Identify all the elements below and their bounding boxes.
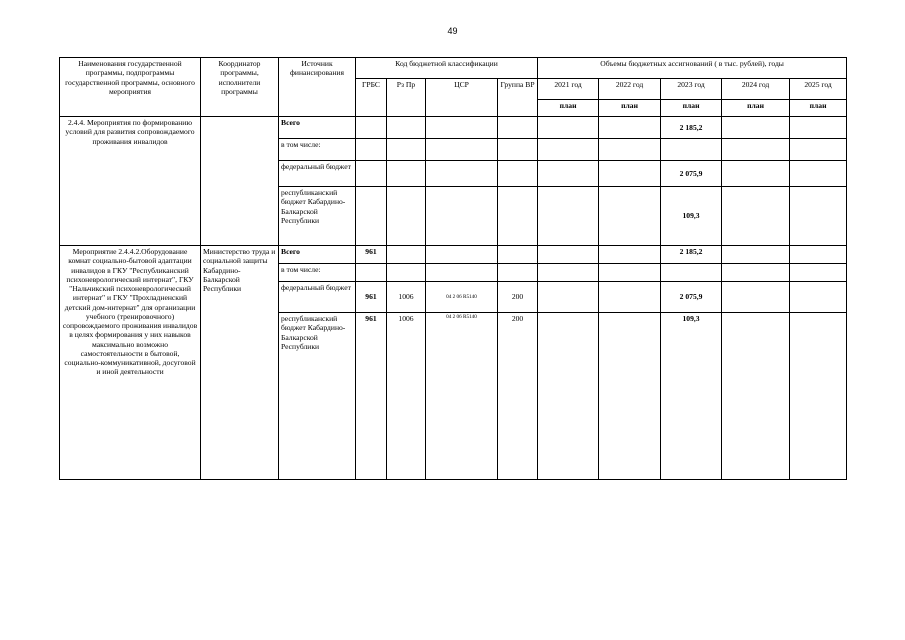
block1-source-including: в том числе: xyxy=(279,139,356,161)
block2-total-grbs: 961 xyxy=(356,246,387,264)
header-volumes: Объемы бюджетных ассигнований ( в тыс. рублей), годы xyxy=(538,58,847,79)
header-row-1 xyxy=(60,58,847,79)
header-year-2023: 2023 год xyxy=(661,79,722,100)
header-budget-code: Код бюджетной классификации xyxy=(356,58,538,79)
budget-table xyxy=(59,57,847,480)
header-name: Наименования государственной программы, подпрограммы государственной программы, основного мероприятия xyxy=(60,58,201,117)
header-coordinator: Координатор программы, исполнители программы xyxy=(201,58,279,117)
block2-source-federal: федеральный бюджет xyxy=(279,282,356,313)
block2-federal-rzpr: 1006 xyxy=(387,282,426,313)
block2-republic-csr: 04 2 06 R5140 xyxy=(426,313,498,480)
header-year-2022: 2022 год xyxy=(599,79,661,100)
block2-republic-rzpr: 1006 xyxy=(387,313,426,480)
block2-federal-2023: 2 075,9 xyxy=(661,282,722,313)
block1-coordinator xyxy=(201,117,279,246)
block2-republic-2023: 109,3 xyxy=(661,313,722,480)
block1-source-total: Всего xyxy=(279,117,356,139)
header-plan-2024: план xyxy=(722,100,790,117)
header-plan-2021: план xyxy=(538,100,599,117)
block2-federal-grbs: 961 xyxy=(356,282,387,313)
block2-source-including: в том числе: xyxy=(279,264,356,282)
header-plan-2022: план xyxy=(599,100,661,117)
block1-republic-2023: 109,3 xyxy=(661,187,722,246)
block2-federal-vr: 200 xyxy=(498,282,538,313)
block2-coordinator: Министерство труда и социальной защиты Кабардино-Балкарской Республики xyxy=(201,246,279,480)
header-source: Источник финансирования xyxy=(279,58,356,117)
header-year-2025: 2025 год xyxy=(790,79,847,100)
page-number: 49 xyxy=(447,26,458,36)
header-year-2024: 2024 год xyxy=(722,79,790,100)
block2-federal-csr: 04 2 06 R5140 xyxy=(426,282,498,313)
block2-republic-grbs: 961 xyxy=(356,313,387,480)
block2-total-2023: 2 185,2 xyxy=(661,246,722,264)
block2-republic-vr: 200 xyxy=(498,313,538,480)
block1-source-republic: республиканский бюджет Кабардино-Балкарской Республики xyxy=(279,187,356,246)
header-grbs: ГРБС xyxy=(356,79,387,117)
block1-federal-2023: 2 075,9 xyxy=(661,161,722,187)
header-rzpr: Рз Пр xyxy=(387,79,426,117)
block2-name: Мероприятие 2.4.4.2.Оборудование комнат социально-бытовой адаптации инвалидов в ГКУ "Республиканский психоневрологический интернат", ГКУ "Нальчикский психоневрологический интернат" и ГКУ "Прохладненский детский дом-интернат" для организации учебного (тренировочного) сопровождаемого проживания инвалидов в целях формирования у них навыков максимально возможно самостоятельности в бытовой, социально-коммуникативной, досуговой и иной деятельности xyxy=(60,246,201,480)
header-plan-2023: план xyxy=(661,100,722,117)
header-csr: ЦСР xyxy=(426,79,498,117)
block1-name: 2.4.4. Мероприятия по формированию условий для развития сопровождаемого проживания инвалидов xyxy=(60,117,201,246)
table-row xyxy=(60,246,847,264)
block2-source-total: Всего xyxy=(279,246,356,264)
table-row xyxy=(60,117,847,139)
block1-source-federal: федеральный бюджет xyxy=(279,161,356,187)
block1-total-2023: 2 185,2 xyxy=(661,117,722,139)
header-year-2021: 2021 год xyxy=(538,79,599,100)
header-vr: Группа ВР xyxy=(498,79,538,117)
block2-source-republic: республиканский бюджет Кабардино-Балкарской Республики xyxy=(279,313,356,480)
header-plan-2025: план xyxy=(790,100,847,117)
